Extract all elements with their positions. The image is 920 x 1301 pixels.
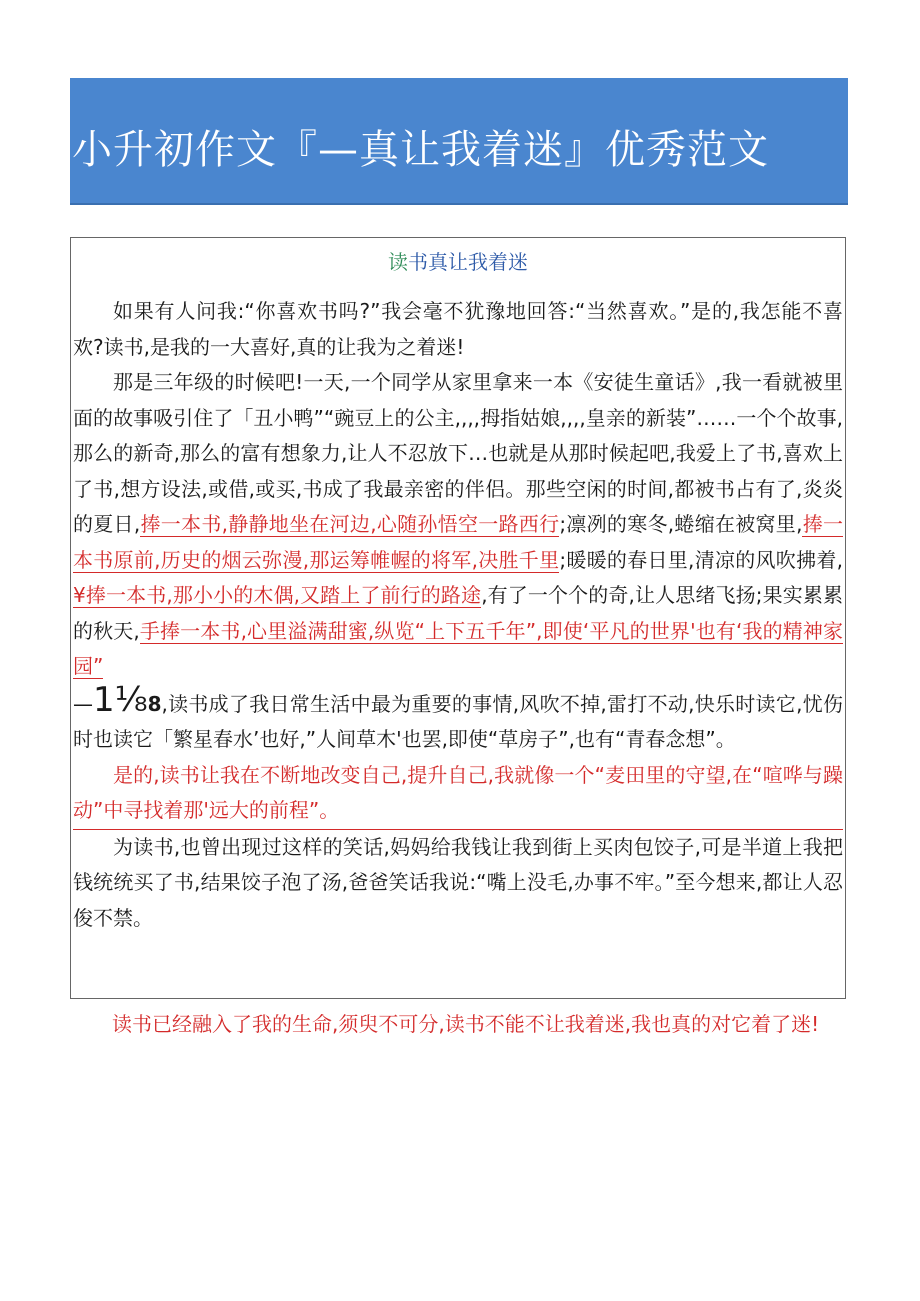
essay-box <box>70 237 846 999</box>
essay-title-first-char: 读 <box>388 250 408 274</box>
highlight-winter: 捧一本书原前,历史的烟云弥漫,那运筹帷幄的将军,决胜千里 <box>73 512 844 572</box>
highlight-summer: 捧一本书,静静地坐在河边,心随孙悟空一路西行 <box>140 512 560 536</box>
paragraph-3-dash: — <box>73 691 93 716</box>
essay-body <box>73 294 843 936</box>
essay-title <box>71 246 845 275</box>
paragraph-3-text: ,读书成了我日常生活中最为重要的事情,风吹不掉,雷打不动,快乐时读它,忧伤时也读它「繁星春水’也好,”人间草木'也罢,即使“草房子”,也有“青春念想”。 <box>73 691 843 751</box>
paragraph-1: 如果有人问我:“你喜欢书吗?”我会毫不犹豫地回答:“当然喜欢。”是的,我怎能不喜欢?读书,是我的一大喜好,真的让我为之着迷! <box>73 299 843 359</box>
paragraph-5: 为读书,也曾出现过这样的笑话,妈妈给我钱让我到街上买肉包饺子,可是半道上我把钱统统买了书,结果饺子泡了汤,爸爸笑话我说:“嘴上没毛,办事不牢。”至今想来,都让人忍俊不禁。 <box>73 834 843 930</box>
paragraph-3-big-glyph: 1⅛ <box>93 679 148 720</box>
paragraph-2-text-c: ;暖暖的春日里,清凉的风吹拂着, <box>559 547 844 572</box>
paragraph-2-text-b: ;凛冽的寒冬,蜷缩在被窝里, <box>559 512 803 536</box>
paragraph-4-text: 是的,读书让我在不断地改变自己,提升自己,我就像一个“麦田里的守望,在“喧哗与躁动”中寻找着那'远大的前程”。 <box>73 762 843 822</box>
highlight-autumn: 手捧一本书,心里溢满甜蜜,纵览“上下五千年”,即使‘平凡的世界'也有‘我的精神家园” <box>73 618 843 678</box>
paragraph-3 <box>73 679 843 758</box>
paragraph-4 <box>73 758 843 830</box>
highlight-spring: ¥捧一本书,那小小的木偶,又踏上了前行的路途 <box>73 583 482 607</box>
paragraph-2 <box>73 365 843 685</box>
paragraph-2-text-d: ,有了一个个的奇,让人思绪飞扬;果实累累的秋天, <box>73 583 844 643</box>
closing-paragraph <box>72 1007 848 1043</box>
essay-title-rest: 书真让我着迷 <box>408 250 528 274</box>
title-banner <box>70 78 848 205</box>
closing-text: 读书已经融入了我的生命,须臾不可分,读书不能不让我着迷,我也真的对它着了迷! <box>112 1012 820 1036</box>
paragraph-2-text-a: 那是三年级的时候吧!一天,一个同学从家里拿来一本《安徒生童话》,我一看就被里面的故事吸引住了「丑小鸭”“豌豆上的公主,,,,拇指姑娘,,,,皇亲的新装”……一个个故事,那么的新奇,那么的富有想象力,让人不忍放下…也就是从那时候起吧,我爱上了书,喜欢上了书,想方设法,或借,或买,书成了我最亲密的伴侣。那些空闲的时间,都被书占有了,炎炎的夏日, <box>73 370 843 536</box>
paragraph-3-digit: 8 <box>147 691 162 716</box>
page-title: 小升初作文『—真让我着迷』优秀范文 <box>72 127 769 173</box>
